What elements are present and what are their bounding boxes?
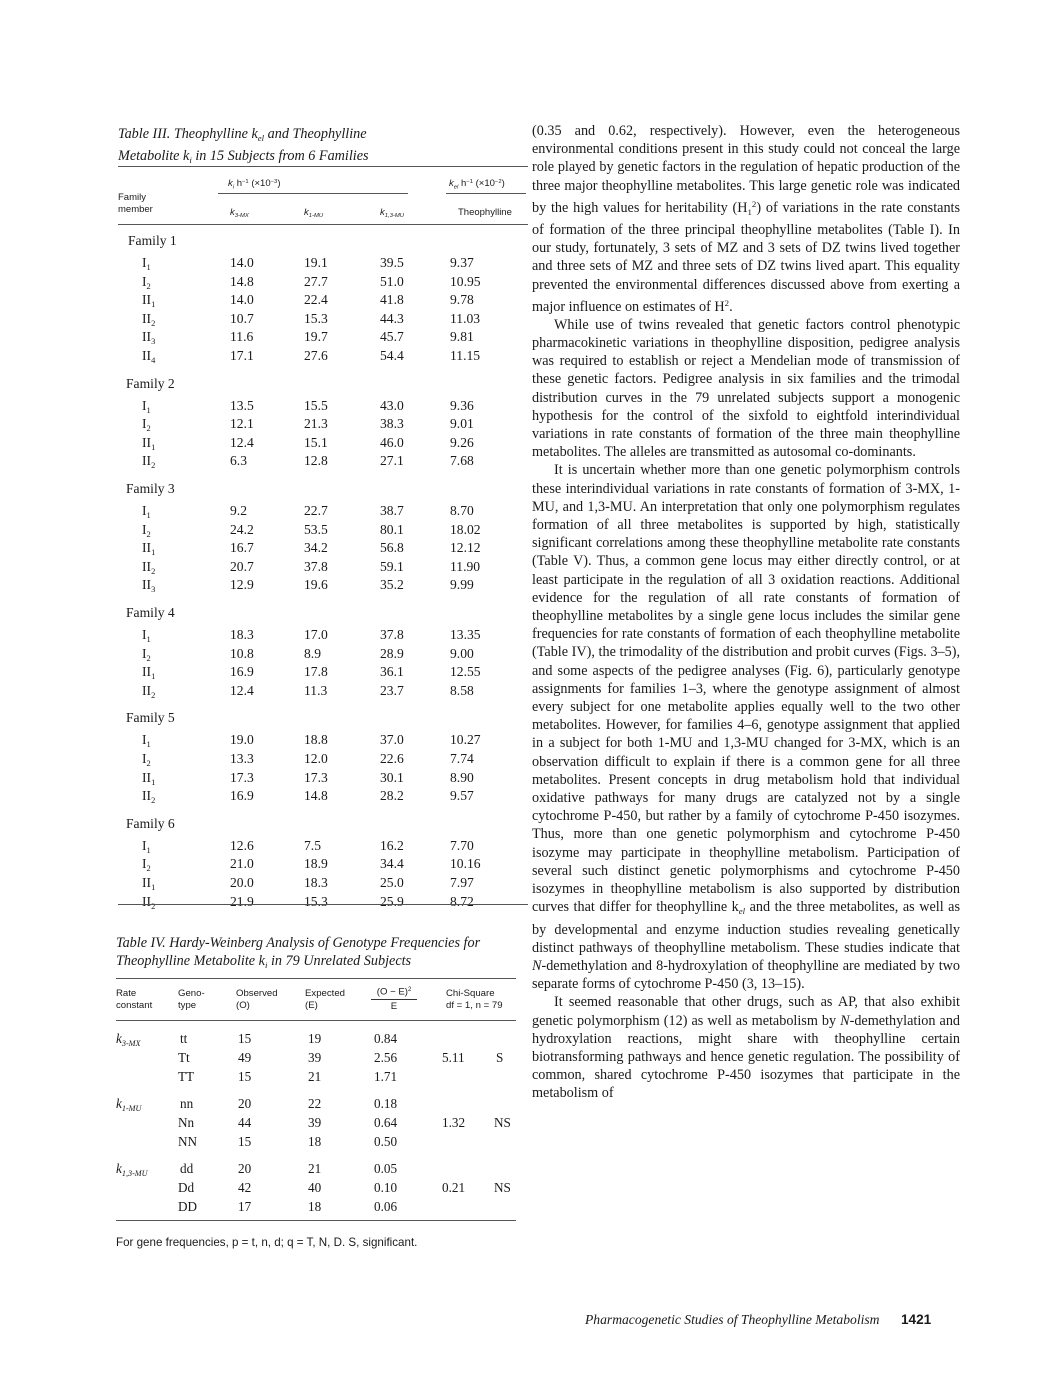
table-cell: 1.71 (374, 1069, 398, 1084)
table-cell: 38.3 (380, 416, 404, 432)
table-cell: 0.06 (374, 1199, 398, 1214)
member-id: $II_1$ (142, 434, 156, 452)
table-cell: 18.3 (230, 627, 254, 642)
table-cell: 17.3 (230, 769, 254, 785)
table-cell: 39.5 (380, 255, 404, 270)
table-row (118, 539, 528, 557)
member-id: $I_2$ (142, 521, 151, 539)
table-cell: 51.0 (380, 273, 404, 289)
table-cell: 7.74 (450, 751, 474, 766)
table-cell: 45.7 (380, 329, 404, 345)
table-cell: 9.37 (450, 255, 474, 270)
table-cell: 15.3 (304, 893, 328, 909)
table-cell: 44.3 (380, 310, 404, 326)
member-id: $I_1$ (142, 397, 151, 415)
table-4-col-chi-square: Chi-Square df = 1, n = 79 (446, 988, 503, 1011)
table-cell: 37.0 (380, 732, 404, 748)
table-cell: 23.7 (380, 682, 404, 698)
table-row (118, 434, 528, 452)
table-cell: 40 (308, 1180, 322, 1195)
table-cell: 18 (308, 1134, 322, 1149)
table-4-col-rate: Rate constant (116, 988, 153, 1011)
table-cell: 22.6 (380, 751, 404, 766)
table-cell: 11.6 (230, 329, 254, 345)
significance: NS (494, 1180, 511, 1195)
table-cell: 8.72 (450, 893, 474, 909)
table-row (116, 1068, 516, 1086)
table-4 (116, 934, 516, 1249)
table-cell: 25.0 (380, 875, 404, 890)
table-cell: 20.0 (230, 875, 254, 890)
table-cell: 27.7 (304, 273, 328, 289)
table-row (118, 645, 528, 663)
table-cell: NN (178, 1134, 198, 1149)
table-row (118, 787, 528, 805)
table-3-header-kel: $k_{el}$ $h^{-1}$ $(\times 10^{-2})$ (449, 178, 505, 191)
table-cell: 46.0 (380, 434, 404, 450)
member-id: $II_1$ (142, 875, 156, 892)
table-cell: 7.5 (304, 837, 321, 853)
table-cell: dd (180, 1161, 194, 1176)
table-cell: 49 (238, 1050, 252, 1065)
table-cell: tt (180, 1031, 188, 1046)
member-id: $I_2$ (142, 273, 151, 291)
member-id: $II_3$ (142, 577, 156, 595)
table-row (118, 273, 528, 291)
family-heading: Family 5 (126, 710, 175, 726)
table-4-footnote: For gene frequencies, p = t, n, d; q = T, N, D. S, significant. (116, 1236, 418, 1249)
table-cell: 17.1 (230, 348, 254, 363)
table-cell: 18.02 (450, 521, 481, 537)
table-cell: 18.8 (304, 732, 328, 748)
table-row (118, 310, 528, 328)
table-cell: 13.35 (450, 627, 481, 642)
table-row (118, 682, 528, 700)
table-row (116, 1179, 516, 1197)
table-cell: 12.0 (304, 751, 328, 766)
table-cell: 21 (308, 1069, 322, 1084)
table-cell: 12.6 (230, 837, 254, 853)
table-cell: 12.9 (230, 577, 254, 593)
table-row (116, 1160, 516, 1178)
table-row (116, 1049, 516, 1067)
member-id: $II_2$ (142, 682, 156, 700)
table-cell: 19.1 (304, 255, 328, 270)
table-cell: 0.05 (374, 1161, 398, 1176)
table-cell: 19 (308, 1031, 322, 1046)
page-number: 1421 (901, 1312, 932, 1327)
table-cell: 11.03 (450, 310, 481, 326)
table-4-caption: Table IV. Hardy-Weinberg Analysis of Genotype Frequencies for Theophylline Metabolite $k_i$ in 79 Unrelated Subjects (116, 935, 481, 971)
table-cell: 8.9 (304, 645, 321, 661)
table-cell: 34.2 (304, 540, 328, 556)
member-id: $I_2$ (142, 645, 151, 663)
table-4-col-expected: Expected (E) (305, 988, 346, 1011)
member-id: $II_1$ (142, 540, 156, 558)
table-cell: 10.27 (450, 732, 481, 748)
member-id: $II_1$ (142, 769, 156, 787)
table-cell: 27.1 (380, 453, 404, 469)
table-row (118, 750, 528, 768)
table-cell: 80.1 (380, 521, 404, 537)
table-cell: 0.18 (374, 1096, 398, 1111)
table-cell: 54.4 (380, 348, 404, 363)
table-cell: 10.7 (230, 310, 254, 326)
paragraph: While use of twins revealed that genetic factors control phenotypic pharmacokinetic variations in theophylline disposition, pedigree analysis was required to establish or reject a Mendelian mode of transmission of these genetic factors. Pedigree analysis in six families and the trimodal distribution curves in the 79 unrelated subjects support a monogenic hypothesis for the control of the sixfold to eightfold interindividual variations in rate constants of formation of the three main theophylline metabolites. The alleles are transmitted as autosomal co-dominants. (532, 316, 960, 461)
table-cell: 2.56 (374, 1050, 398, 1065)
table-cell: 17 (238, 1199, 252, 1214)
table-cell: 21.0 (230, 856, 254, 872)
table-row (118, 452, 528, 470)
table-cell: 15 (238, 1031, 252, 1046)
table-cell: 12.55 (450, 664, 481, 680)
table-row (118, 397, 528, 415)
chi-square-value: 1.32 (442, 1115, 466, 1130)
table-cell: 14.0 (230, 292, 254, 308)
table-cell: 9.26 (450, 434, 474, 450)
significance: S (496, 1050, 504, 1065)
table-cell: 18 (308, 1199, 322, 1214)
table-cell: 36.1 (380, 664, 404, 680)
table-4-col-fraction: $(O - E)^2$ E (371, 984, 417, 1013)
table-cell: 8.58 (450, 682, 474, 698)
table-3-col-k1mu: $k_{1-MU}$ (304, 207, 324, 220)
table-cell: 16.7 (230, 540, 254, 556)
table-row (116, 1114, 516, 1132)
family-heading: Family 6 (126, 815, 175, 831)
table-cell: 10.95 (450, 273, 481, 289)
table-cell: 12.8 (304, 453, 328, 469)
table-cell: 15 (238, 1134, 252, 1149)
member-id: $I_1$ (142, 732, 151, 750)
significance: NS (494, 1115, 511, 1130)
table-cell: 53.5 (304, 521, 328, 537)
table-cell: 15.1 (304, 434, 328, 450)
member-id: $I_1$ (142, 255, 151, 272)
table-cell: 12.12 (450, 540, 481, 556)
table-cell: 14.8 (304, 788, 328, 804)
table-3-caption: Table III. Theophylline $k_{el}$ and Theophylline Metabolite $k_i$ in 15 Subjects from 6 Families (118, 126, 369, 166)
table-cell: 9.01 (450, 416, 474, 432)
member-id: $II_2$ (142, 788, 156, 806)
table-cell: 42 (238, 1180, 252, 1195)
table-cell: 38.7 (380, 503, 404, 518)
table-row (116, 1198, 516, 1216)
rate-constant: $k_{3-MX}$ (116, 1031, 141, 1048)
member-id: $II_2$ (142, 310, 156, 328)
table-cell: 12.4 (230, 434, 254, 450)
table-cell: 8.90 (450, 769, 474, 785)
table-cell: 17.0 (304, 627, 328, 642)
table-row (118, 291, 528, 309)
table-cell: 30.1 (380, 769, 404, 785)
table-3 (118, 120, 528, 911)
paragraph: (0.35 and 0.62, respectively). However, even the heterogeneous environmental conditions present in this study could not conceal the large role played by genetic factors in the regulation of hepatic production of the three major theophylline metabolites. This large genetic role was indicated by the high values for heritability $(H_1^2)$ of variations in the rate constants of formation of the three principal theophylline metabolites (Table I). In our study, fortunately, 3 sets of MZ and 3 sets of DZ twins lived together and three sets of MZ and three sets of DZ twins lived apart. This equality prevented the environmental differences discussed above from exerting a major influence on estimates of $H^2$. (532, 123, 960, 315)
table-cell: 25.9 (380, 893, 404, 909)
member-id: $I_2$ (142, 416, 151, 434)
table-3-col-family: Family member (118, 192, 153, 215)
table-cell: 43.0 (380, 397, 404, 413)
table-3-header-ki: $k_i$ $h^{-1}$ $(\times 10^{-3})$ (228, 178, 281, 191)
table-cell: 6.3 (230, 453, 247, 469)
table-row (116, 1095, 516, 1113)
table-cell: 18.3 (304, 875, 328, 890)
table-cell: 37.8 (304, 558, 328, 574)
member-id: $II_2$ (142, 453, 156, 471)
table-row (118, 347, 528, 365)
table-row (118, 731, 528, 749)
table-cell: 7.70 (450, 837, 474, 853)
table-cell: 19.7 (304, 329, 328, 345)
member-id: $II_4$ (142, 348, 156, 365)
table-cell: 7.97 (450, 875, 474, 890)
paragraph: It seemed reasonable that other drugs, such as AP, that also exhibit genetic polymorphism (12) as well as metabolism by N-demethylation and hydroxylation reactions, might share with theophylline certain biotransforming pathways and hence genetic regulation. The possibility of common, shared cytochrome P-450 isozymes that participate in the metabolism of (532, 994, 961, 1102)
table-cell: 0.50 (374, 1134, 398, 1149)
running-title: Pharmacogenetic Studies of Theophylline Metabolism (585, 1312, 880, 1327)
table-cell: 8.70 (450, 503, 474, 518)
member-id: $I_2$ (142, 856, 151, 874)
family-heading: Family 2 (126, 375, 175, 391)
table-cell: 28.9 (380, 645, 404, 661)
table-cell: 17.3 (304, 769, 328, 785)
table-cell: 22.4 (304, 292, 328, 308)
table-row (118, 626, 528, 644)
table-cell: 9.78 (450, 292, 474, 308)
table-cell: 14.8 (230, 273, 254, 289)
table-cell: 12.1 (230, 416, 254, 432)
table-cell: 19.0 (230, 732, 254, 748)
table-cell: 9.00 (450, 645, 474, 661)
table-cell: 7.68 (450, 453, 474, 469)
table-cell: 28.2 (380, 788, 404, 804)
member-id: $II_2$ (142, 558, 156, 576)
table-cell: 9.99 (450, 577, 474, 593)
table-cell: 16.9 (230, 664, 254, 680)
table-row (118, 521, 528, 539)
table-cell: 0.10 (374, 1180, 398, 1195)
family-heading: Family 1 (128, 233, 177, 248)
table-cell: 22 (308, 1096, 322, 1111)
table-row (118, 769, 528, 787)
table-row (118, 893, 528, 911)
table-cell: 20 (238, 1161, 252, 1176)
table-row (118, 663, 528, 681)
table-row (118, 558, 528, 576)
member-id: $I_1$ (142, 837, 151, 855)
table-cell: 15 (238, 1069, 252, 1084)
table-cell: 9.2 (230, 503, 247, 518)
table-cell: 16.9 (230, 788, 254, 804)
table-cell: 37.8 (380, 627, 404, 642)
table-cell: 56.8 (380, 540, 404, 556)
table-cell: 15.5 (304, 397, 328, 413)
rate-constant: $k_{1-MU}$ (116, 1096, 142, 1113)
table-cell: Nn (178, 1115, 195, 1130)
table-cell: 14.0 (230, 255, 254, 270)
member-id: $II_1$ (142, 292, 156, 310)
table-cell: 27.6 (304, 348, 328, 363)
table-row (118, 837, 528, 855)
table-cell: 0.64 (374, 1115, 398, 1130)
table-cell: 20.7 (230, 558, 254, 574)
table-row (118, 855, 528, 873)
table-cell: 41.8 (380, 292, 404, 308)
table-cell: 44 (238, 1115, 252, 1130)
table-row (118, 254, 528, 272)
member-id: $I_1$ (142, 503, 151, 520)
body-text (532, 122, 960, 1103)
table-row (118, 328, 528, 346)
table-3-col-theophylline: Theophylline (458, 207, 512, 218)
table-cell: 21.3 (304, 416, 328, 432)
table-row (118, 415, 528, 433)
table-cell: 16.2 (380, 837, 404, 853)
table-cell: 13.3 (230, 751, 254, 766)
table-row (116, 1133, 516, 1151)
table-cell: 18.9 (304, 856, 328, 872)
table-cell: 39 (308, 1115, 322, 1130)
table-cell: DD (178, 1199, 198, 1214)
table-cell: 39 (308, 1050, 322, 1065)
table-cell: 9.81 (450, 329, 474, 345)
table-cell: 12.4 (230, 682, 254, 698)
table-cell: 9.57 (450, 788, 474, 804)
member-id: $I_2$ (142, 751, 151, 768)
table-cell: 24.2 (230, 521, 254, 537)
table-cell: 17.8 (304, 664, 328, 680)
table-row (118, 874, 528, 892)
rate-constant: $k_{1,3-MU}$ (116, 1161, 148, 1178)
table-cell: 21.9 (230, 893, 254, 909)
family-heading: Family 4 (126, 605, 175, 620)
table-cell: nn (180, 1096, 194, 1111)
table-cell: TT (178, 1069, 195, 1084)
table-row (116, 1030, 516, 1048)
table-cell: 11.15 (450, 348, 481, 363)
table-3-col-k13mu: $k_{1,3-MU}$ (380, 207, 405, 220)
table-cell: 22.7 (304, 503, 328, 518)
table-cell: 9.36 (450, 397, 474, 413)
table-cell: Dd (178, 1180, 195, 1195)
family-heading: Family 3 (126, 481, 175, 496)
table-cell: 34.4 (380, 856, 404, 872)
table-cell: 35.2 (380, 577, 404, 593)
table-cell: 19.6 (304, 577, 328, 593)
chi-square-value: 0.21 (442, 1180, 466, 1195)
member-id: $II_2$ (142, 893, 156, 911)
table-3-col-k3mx: $k_{3-MX}$ (230, 207, 249, 220)
table-cell: Tt (178, 1050, 190, 1065)
table-cell: 21 (308, 1161, 322, 1176)
table-4-col-genotype: Geno- type (178, 988, 205, 1011)
table-cell: 15.3 (304, 310, 328, 326)
table-cell: 11.3 (304, 682, 328, 698)
table-cell: 59.1 (380, 558, 404, 574)
member-id: $II_3$ (142, 329, 156, 347)
table-cell: 10.8 (230, 645, 254, 661)
table-cell: 10.16 (450, 856, 481, 872)
table-cell: 0.84 (374, 1031, 398, 1046)
table-cell: 13.5 (230, 397, 254, 413)
table-cell: 20 (238, 1096, 252, 1111)
table-row (118, 576, 528, 594)
table-cell: 11.90 (450, 558, 481, 574)
paragraph: It is uncertain whether more than one genetic polymorphism controls these interindividual variations in rate constants of formation of 3-MX, 1-MU, and 1,3-MU. An interpretation that only one polymorphism regulates formation of all three metabolites is supported by high, statistically significant correlations among these theophylline metabolite rate constants (Table V). Thus, a common gene locus may either directly control, or at least participate in the regulation of all 3 oxidation reactions. Additional evidence for the regulation of all rate constants of formation of theophylline metabolites by a single gene locus includes the similar gene frequencies for rate constants of formation of each theophylline metabolite (Table IV), the trimodality of the distribution and probit curves (Figs. 3–5), and some aspects of the pedigree analyses (Fig. 6), particularly genotype assignments for families 1–3, where the genotype assignment of almost every subject for one metabolite applies equally well to the two other metabolites. However, for families 4–6, genotype assignment that applied in a subject for both 1-MU and 1,3-MU changed for 3-MX, which is an observation difficult to explain if there is a common gene for all three metabolites. Present concepts in drug metabolism hold that individual oxidative pathways for many drugs are catalyzed not by a single cytochrome P-450, but rather by a family of cytochrome P-450 isozymes. Thus, more than one genetic polymorphism and cytochrome P-450 isozyme may participate in theophylline metabolism. Participation of several such distinct genetic polymorphisms and cytochrome P-450 isozymes in theophylline metabolism is also supported by distribution curves that differ for theophylline $k_{el}$ and the three metabolites, as well as by developmental and enzyme induction studies revealing genetically distinct pathways of theophylline metabolism. These studies indicate that N-demethylation and 8-hydroxylation of theophylline are mediated by two separate forms of cytochrome P-450 (3, 13–15). (532, 462, 960, 993)
table-row (118, 502, 528, 520)
chi-square-value: 5.11 (442, 1050, 465, 1065)
table-4-col-observed: Observed (O) (236, 988, 278, 1011)
member-id: $I_1$ (142, 627, 151, 644)
member-id: $II_1$ (142, 664, 156, 682)
